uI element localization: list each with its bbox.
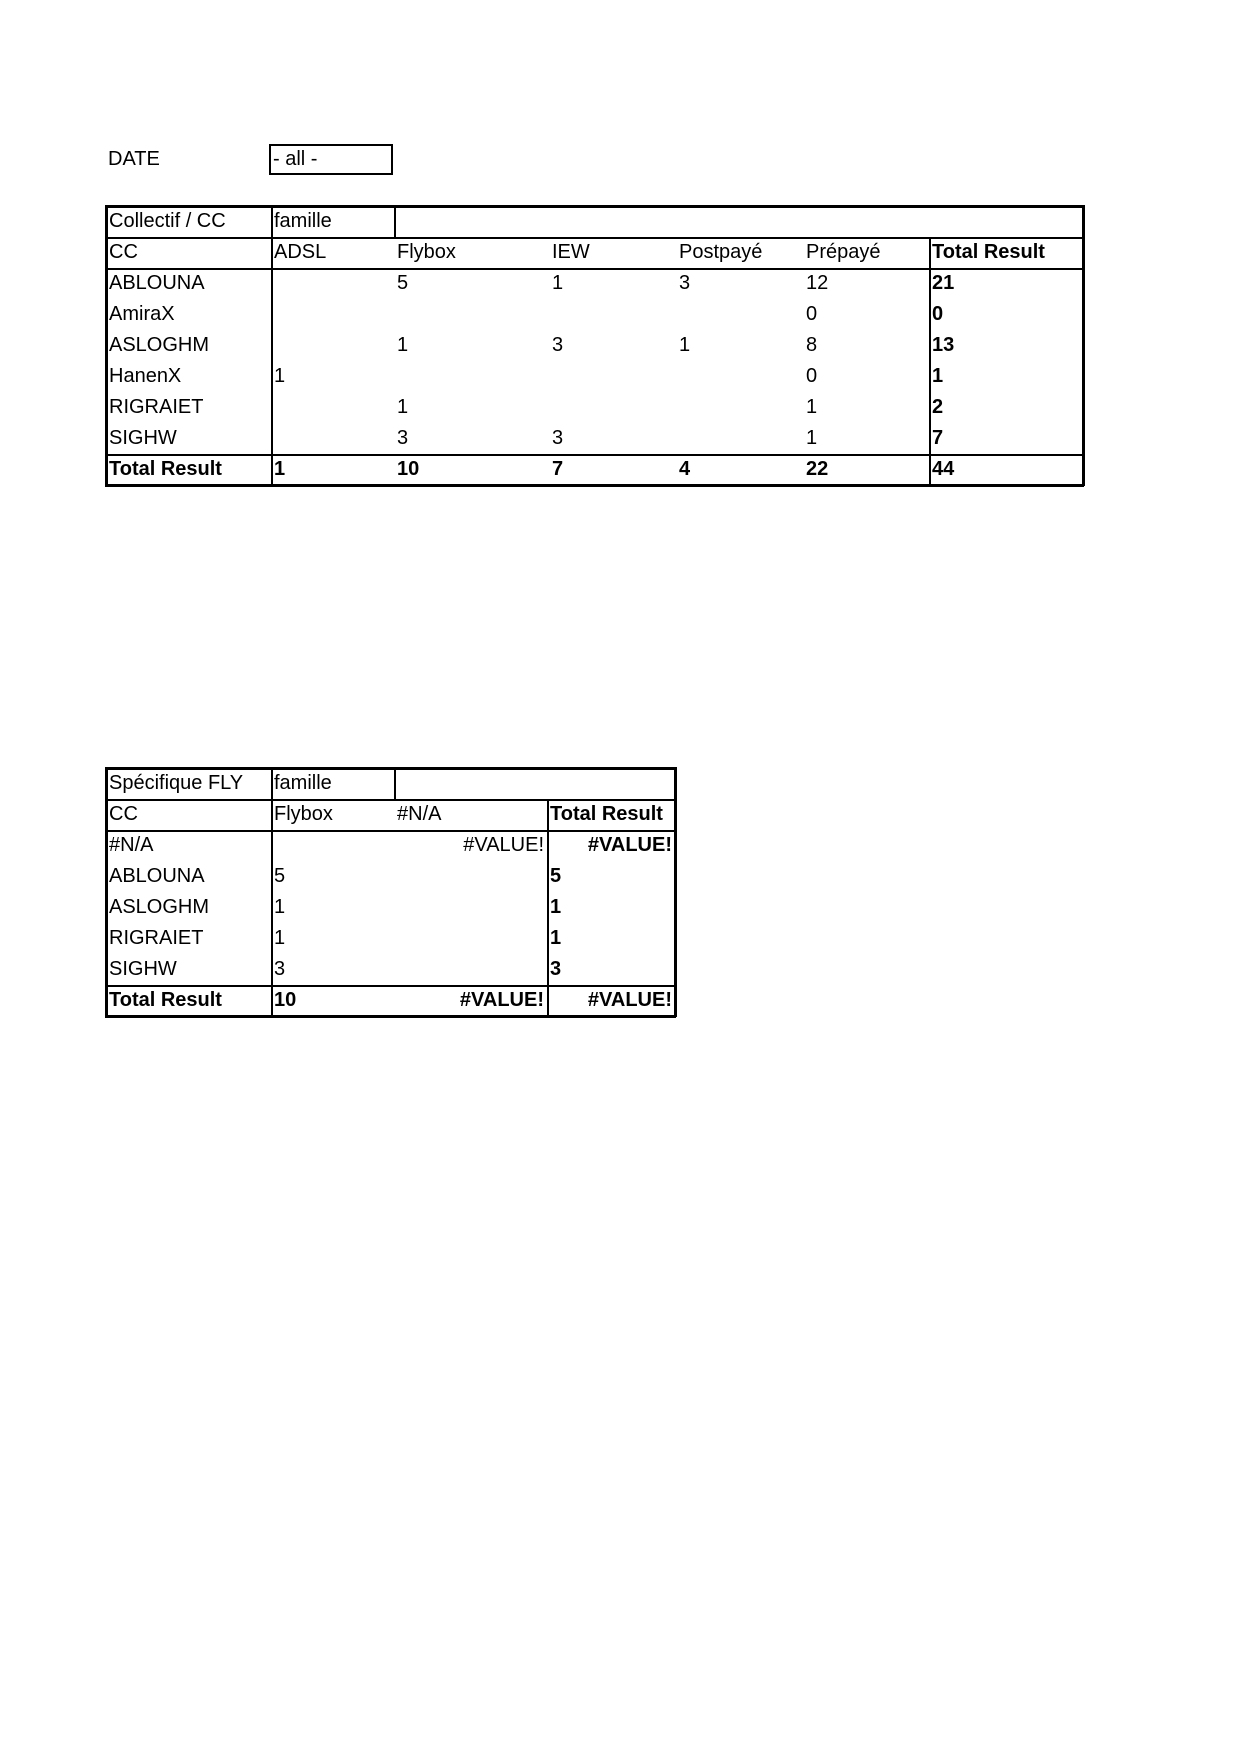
data-cell[interactable] [676,392,803,423]
data-cell[interactable]: 3 [550,958,562,980]
total-column-divider [929,237,931,485]
row-label[interactable]: ASLOGHM [109,896,210,918]
column-header[interactable]: ADSL [274,241,327,263]
total-divider [106,985,675,987]
data-cell[interactable]: 2 [932,396,944,418]
date-filter-label: DATE [108,148,160,170]
row-label[interactable]: RIGRAIET [109,927,204,949]
data-cell[interactable]: 3 [552,427,564,449]
data-cell[interactable]: 1 [932,365,944,387]
data-cell[interactable] [271,830,394,861]
column-header[interactable]: Postpayé [679,241,763,263]
row-field-label[interactable]: CC [109,241,138,263]
column-header[interactable]: Flybox [397,241,456,263]
data-cell[interactable]: 1 [274,896,286,918]
data-cell[interactable] [271,392,394,423]
data-cell[interactable] [394,861,547,892]
row-label[interactable]: RIGRAIET [109,396,204,418]
data-cell[interactable] [549,299,676,330]
row-field-label[interactable]: CC [109,803,138,825]
row-label-divider [271,206,273,485]
data-cell[interactable]: #VALUE! [587,834,672,856]
column-header[interactable]: #N/A [397,803,442,825]
row-label-divider [271,768,273,1016]
data-cell[interactable]: 8 [806,334,818,356]
data-cell[interactable] [271,268,394,299]
data-cell[interactable] [271,330,394,361]
total-column-divider [547,799,549,1016]
header-divider [106,830,675,832]
data-cell[interactable]: #VALUE! [463,834,544,856]
total-cell[interactable]: 4 [679,458,691,480]
total-cell[interactable]: 22 [806,458,829,480]
data-cell[interactable]: 13 [932,334,955,356]
data-cell[interactable]: 0 [806,365,818,387]
data-cell[interactable]: 1 [274,365,286,387]
total-cell[interactable]: #VALUE! [459,989,544,1011]
pivot-corner-label[interactable]: Collectif / CC [109,210,226,232]
row-label[interactable]: ASLOGHM [109,334,210,356]
column-header[interactable]: Prépayé [806,241,881,263]
data-cell[interactable]: 3 [397,427,409,449]
data-cell[interactable]: 1 [679,334,691,356]
data-cell[interactable] [271,299,394,330]
row-label[interactable]: ABLOUNA [109,865,205,887]
total-row-label[interactable]: Total Result [109,989,222,1011]
data-cell[interactable] [676,423,803,454]
data-cell[interactable]: 0 [806,303,818,325]
pivot-corner-label[interactable]: Spécifique FLY [109,772,244,794]
table-border-left [105,767,108,1017]
total-cell[interactable]: 10 [397,458,420,480]
data-cell[interactable] [394,923,547,954]
table-border-top [105,205,1084,208]
total-cell[interactable]: #VALUE! [587,989,672,1011]
data-cell[interactable]: 5 [274,865,286,887]
header-divider [106,237,1083,239]
data-cell[interactable]: 1 [274,927,286,949]
total-row-label[interactable]: Total Result [109,458,222,480]
data-cell[interactable] [549,361,676,392]
total-divider [106,454,1083,456]
data-cell[interactable] [549,392,676,423]
data-cell[interactable] [676,361,803,392]
table-border-right [674,767,677,1017]
data-cell[interactable]: 3 [552,334,564,356]
data-cell[interactable]: 0 [932,303,944,325]
date-filter-dropdown[interactable]: - all - [269,144,393,175]
data-cell[interactable]: 12 [806,272,829,294]
data-cell[interactable] [394,954,547,985]
row-label[interactable]: SIGHW [109,958,177,980]
column-header[interactable]: Total Result [550,803,663,825]
column-header[interactable]: Flybox [274,803,333,825]
row-label[interactable]: AmiraX [109,303,175,325]
data-cell[interactable] [394,299,549,330]
total-cell[interactable]: 44 [932,458,955,480]
column-header[interactable]: Total Result [932,241,1045,263]
column-header[interactable]: IEW [552,241,590,263]
total-cell[interactable]: 1 [274,458,286,480]
data-cell[interactable]: 1 [552,272,564,294]
data-cell[interactable]: 1 [550,896,562,918]
row-label[interactable]: SIGHW [109,427,177,449]
data-cell[interactable]: 3 [679,272,691,294]
column-field-label[interactable]: famille [274,210,332,232]
data-cell[interactable] [676,299,803,330]
table-border-bottom [105,484,1084,487]
table-border-right [1082,205,1085,486]
total-cell[interactable]: 7 [552,458,564,480]
header-divider [106,268,1083,270]
data-cell[interactable]: 1 [806,427,818,449]
data-cell[interactable]: 1 [806,396,818,418]
table-border-left [105,205,108,486]
data-cell[interactable]: 5 [397,272,409,294]
table-border-top [105,767,676,770]
data-cell[interactable]: 1 [397,396,409,418]
data-cell[interactable] [394,892,547,923]
field-divider [394,206,396,237]
header-divider [106,799,675,801]
data-cell[interactable]: 7 [932,427,944,449]
row-label[interactable]: HanenX [109,365,182,387]
table-border-bottom [105,1015,676,1018]
column-field-label[interactable]: famille [274,772,332,794]
field-divider [394,768,396,799]
data-cell[interactable]: 5 [550,865,562,887]
data-cell[interactable]: 3 [274,958,286,980]
data-cell[interactable]: 1 [397,334,409,356]
row-label[interactable]: #N/A [109,834,154,856]
total-cell[interactable]: 10 [274,989,297,1011]
data-cell[interactable] [394,361,549,392]
data-cell[interactable] [271,423,394,454]
data-cell[interactable]: 21 [932,272,955,294]
row-label[interactable]: ABLOUNA [109,272,205,294]
data-cell[interactable]: 1 [550,927,562,949]
